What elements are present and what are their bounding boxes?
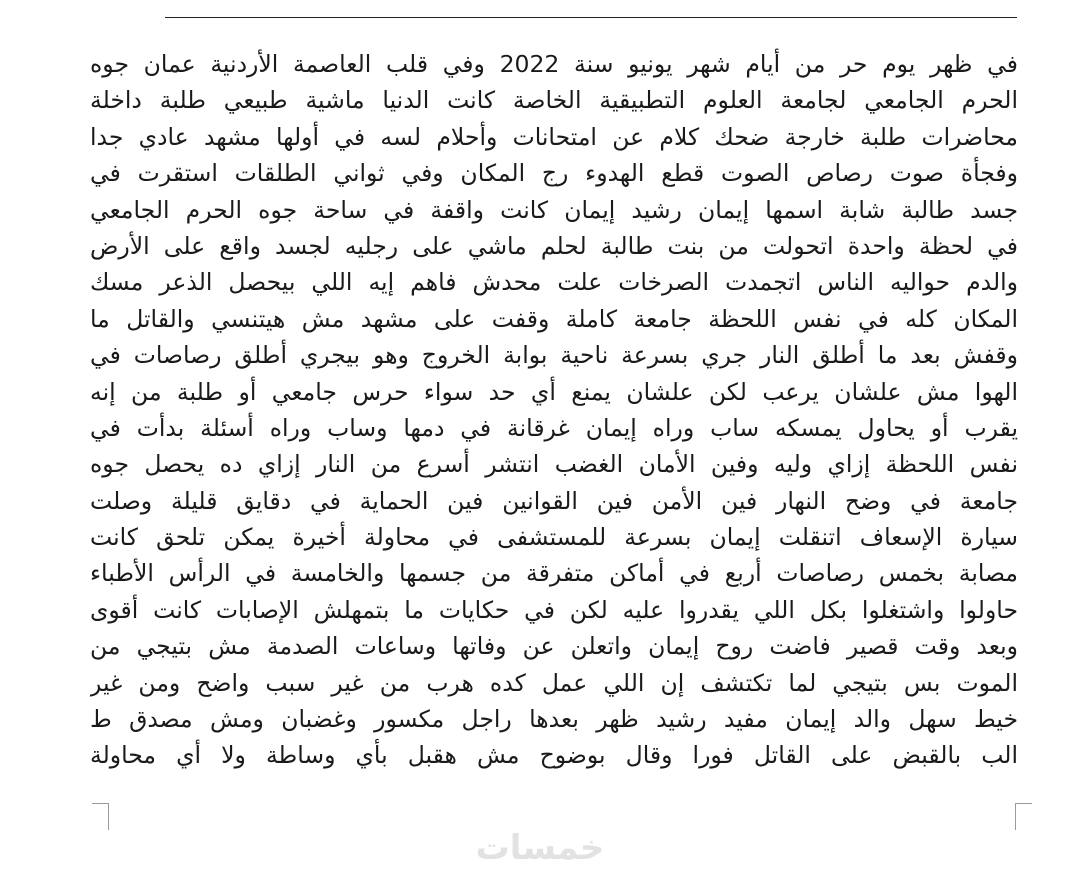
text-line: الحرم الجامعي لجامعة العلوم التطبيقية الخاصة كانت الدنيا ماشية طبيعي طلبة داخلة <box>90 86 1018 115</box>
text-line: مصابة بخمس رصاصات أربع في أماكن متفرقة من جسمها والخامسة في الرأس الأطباء <box>90 559 1018 588</box>
page-top-rule <box>165 17 1017 18</box>
text-line: سيارة الإسعاف اتنقلت إيمان بسرعة للمستشفى في محاولة أخيرة يمكن تلحق كانت <box>90 523 1018 552</box>
text-line: يقرب أو يحاول يمسكه ساب وراه إيمان غرقانة في دمها وساب وراه أسئلة بدأت في <box>90 413 1018 442</box>
text-line: حاولوا واشتغلوا بكل اللي يقدروا عليه لكن في حكايات ما بتمهلش الإصابات كانت أقوى <box>90 595 1018 624</box>
text-line: والدم حواليه الناس اتجمدت الصرخات علت محدش فاهم إيه اللي بيحصل الذعر مسك <box>90 268 1018 297</box>
watermark-logo: خمسات <box>475 828 605 868</box>
text-line: في ظهر يوم حر من أيام شهر يونيو سنة 2022 وفي قلب العاصمة الأردنية عمان جوه <box>90 50 1018 78</box>
text-line: خيط سهل والد إيمان مفيد رشيد ظهر بعدها راجل مكسور وغضبان ومش مصدق ط <box>90 705 1018 734</box>
text-line: محاضرات طلبة خارجة ضحك كلام عن امتحانات وأحلام لسه في أولها مشهد عادي جدا <box>90 122 1018 151</box>
text-line: وبعد وقت قصير فاضت روح إيمان واتعلن عن وفاتها وساعات الصدمة مش بتيجي من <box>90 632 1018 661</box>
text-line: الهوا مش علشان يرعب لكن علشان يمنع أي حد سواء حرس جامعي أو طلبة من إنه <box>90 377 1018 406</box>
text-line: الموت بس بتيجي لما تكتشف إن اللي عمل كده هرب من غير سبب واضح ومن غير <box>90 668 1018 697</box>
document-body <box>90 46 1018 774</box>
text-line: وفجأة صوت رصاص الصوت قطع الهدوء رج المكان وفي ثواني الطلقات استقرت في <box>90 159 1018 188</box>
text-line: جامعة في وضح النهار فين الأمن فين القوانين فين الحماية في دقايق قليلة وصلت <box>90 486 1018 515</box>
text-line: الب بالقبض على القاتل فورا وقال بوضوح مش هقبل بأي وساطة ولا أي محاولة <box>90 741 1018 770</box>
text-line: المكان كله في نفس اللحظة جامعة كاملة وقفت على مشهد مش هيتنسي والقاتل ما <box>90 304 1018 333</box>
crop-mark-bottom-right <box>1015 803 1032 830</box>
text-line: في لحظة واحدة اتحولت من بنت طالبة لحلم ماشي على رجليه لجسد واقع على الأرض <box>90 231 1018 260</box>
text-line: جسد طالبة شابة اسمها إيمان رشيد إيمان كانت واقفة في ساحة جوه الحرم الجامعي <box>90 195 1018 224</box>
crop-mark-bottom-left <box>92 803 109 830</box>
text-line: نفس اللحظة إزاي وليه وفين الأمان الغضب انتشر أسرع من النار إزاي ده يحصل جوه <box>90 450 1018 479</box>
text-line: وقفش بعد ما أطلق النار جري بسرعة ناحية بوابة الخروج وهو بيجري أطلق رصاصات في <box>90 341 1018 370</box>
